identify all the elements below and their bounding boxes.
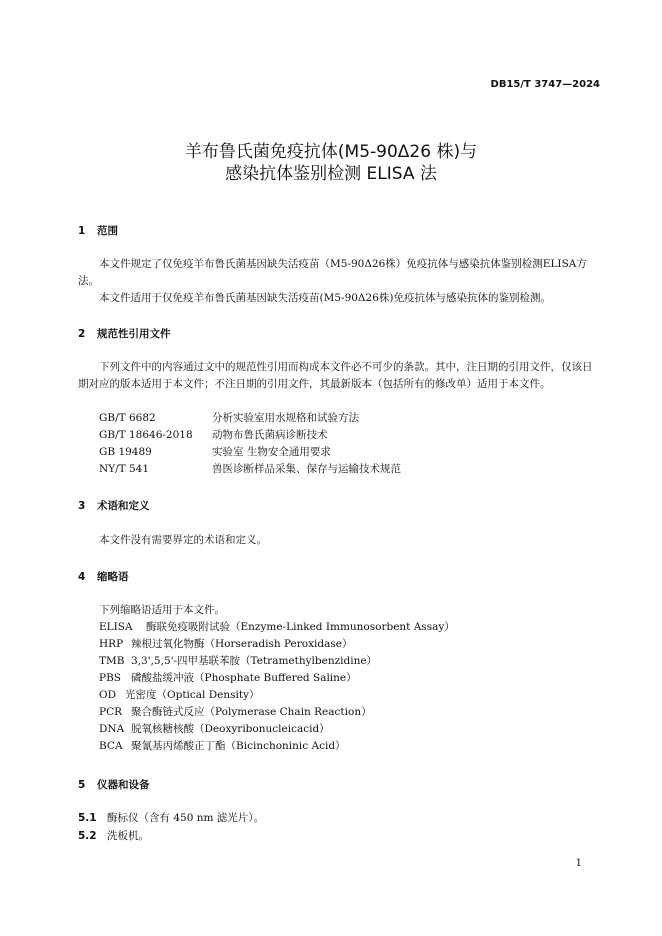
abbreviation-item bbox=[99, 619, 455, 636]
abbreviation-item bbox=[99, 636, 352, 653]
reference-item bbox=[99, 461, 401, 478]
abbreviation-code: PBS bbox=[99, 672, 121, 684]
equipment-item bbox=[78, 810, 264, 827]
document-code: DB15/T 3747—2024 bbox=[490, 79, 600, 90]
abbreviation-description: 3,3',5,5'-四甲基联苯胺（Tetramethylbenzidine） bbox=[131, 655, 378, 667]
abbreviation-code: HRP bbox=[99, 638, 124, 650]
abbreviation-code: ELISA bbox=[99, 621, 133, 633]
abbreviation-code: DNA bbox=[99, 723, 125, 735]
abbreviation-item bbox=[99, 738, 346, 755]
scope-paragraph-1: 本文件规定了仅免疫羊布鲁氏菌基因缺失活疫苗（M5-90Δ26株）免疫抗体与感染抗体鉴别检测ELISA方法。 bbox=[78, 258, 587, 287]
terms-text: 本文件没有需要界定的术语和定义。 bbox=[99, 534, 267, 546]
abbreviation-description: 光密度（Optical Density） bbox=[125, 689, 260, 701]
reference-item bbox=[99, 410, 359, 427]
clause-text: 洗板机。 bbox=[107, 830, 149, 842]
clause-text: 酶标仪（含有 450 nm 滤光片）。 bbox=[107, 812, 265, 824]
reference-title: 实验室 生物安全通用要求 bbox=[212, 446, 331, 458]
title-line-2: 感染抗体鉴别检测 ELISA 法 bbox=[225, 164, 437, 184]
abbreviation-description: 磷酸盐缓冲液（Phosphate Buffered Saline） bbox=[131, 672, 357, 684]
section-title: 范围 bbox=[97, 225, 118, 237]
abbreviation-item bbox=[99, 721, 330, 738]
section-title: 缩略语 bbox=[97, 571, 129, 583]
abbreviation-item bbox=[99, 653, 377, 670]
section-number: 5 bbox=[78, 779, 86, 791]
clause-number: 5.2 bbox=[78, 830, 97, 842]
abbreviations-intro: 下列缩略语适用于本文件。 bbox=[99, 604, 225, 616]
reference-code: GB/T 6682 bbox=[99, 412, 156, 424]
reference-title: 分析实验室用水规格和试验方法 bbox=[212, 412, 359, 424]
abbreviation-item bbox=[99, 704, 372, 721]
section-title: 术语和定义 bbox=[97, 500, 150, 512]
section-number: 1 bbox=[78, 225, 86, 237]
document-title bbox=[0, 141, 662, 185]
abbreviation-code: OD bbox=[99, 689, 117, 701]
title-line-1: 羊布鲁氏菌免疫抗体(M5-90Δ26 株)与 bbox=[184, 142, 478, 162]
section-heading-terms bbox=[78, 498, 150, 513]
equipment-item bbox=[78, 828, 149, 845]
reference-code: GB/T 18646-2018 bbox=[99, 429, 193, 441]
abbreviation-description: 脱氧核糖核酸（Deoxyribonucleicacid） bbox=[131, 723, 330, 735]
abbreviation-item bbox=[99, 670, 357, 687]
section-heading-normative-references bbox=[78, 326, 171, 341]
abbreviation-description: 聚氰基丙烯酸正丁酯（Bicinchoninic Acid） bbox=[131, 740, 346, 752]
references-intro: 下列文件中的内容通过文中的规范性引用而构成本文件必不可少的条款。其中，注日期的引用文件，仅该日期对应的版本适用于本文件；不注日期的引用文件，其最新版本（包括所有的修改单）适用于本文件。 bbox=[78, 361, 593, 390]
abbreviation-description: 辣根过氧化物酶（Horseradish Peroxidase） bbox=[131, 638, 353, 650]
abbreviation-description: 聚合酶链式反应（Polymerase Chain Reaction） bbox=[131, 706, 372, 718]
reference-item bbox=[99, 444, 331, 461]
section-title: 仪器和设备 bbox=[97, 779, 150, 791]
abbreviation-code: TMB bbox=[99, 655, 125, 667]
section-number: 2 bbox=[78, 328, 86, 340]
scope-paragraph-2: 本文件适用于仅免疫羊布鲁氏菌基因缺失活疫苗(M5-90Δ26株)免疫抗体与感染抗体的鉴别检测。 bbox=[99, 292, 551, 304]
reference-code: GB 19489 bbox=[99, 446, 152, 458]
abbreviation-item bbox=[99, 687, 260, 704]
section-heading-equipment bbox=[78, 777, 150, 792]
abbreviation-description: 酶联免疫吸附试验（Enzyme-Linked Immunosorbent Assay） bbox=[146, 621, 455, 633]
reference-title: 动物布鲁氏菌病诊断技术 bbox=[212, 429, 328, 441]
reference-code: NY/T 541 bbox=[99, 463, 150, 475]
reference-title: 兽医诊断样品采集、保存与运输技术规范 bbox=[212, 463, 401, 475]
abbreviation-code: BCA bbox=[99, 740, 123, 752]
reference-item bbox=[99, 427, 328, 444]
section-number: 3 bbox=[78, 500, 86, 512]
page-number: 1 bbox=[575, 858, 582, 869]
clause-number: 5.1 bbox=[78, 812, 97, 824]
section-heading-scope bbox=[78, 223, 118, 238]
section-title: 规范性引用文件 bbox=[97, 328, 171, 340]
section-number: 4 bbox=[78, 571, 86, 583]
abbreviation-code: PCR bbox=[99, 706, 123, 718]
section-heading-abbreviations bbox=[78, 569, 129, 584]
